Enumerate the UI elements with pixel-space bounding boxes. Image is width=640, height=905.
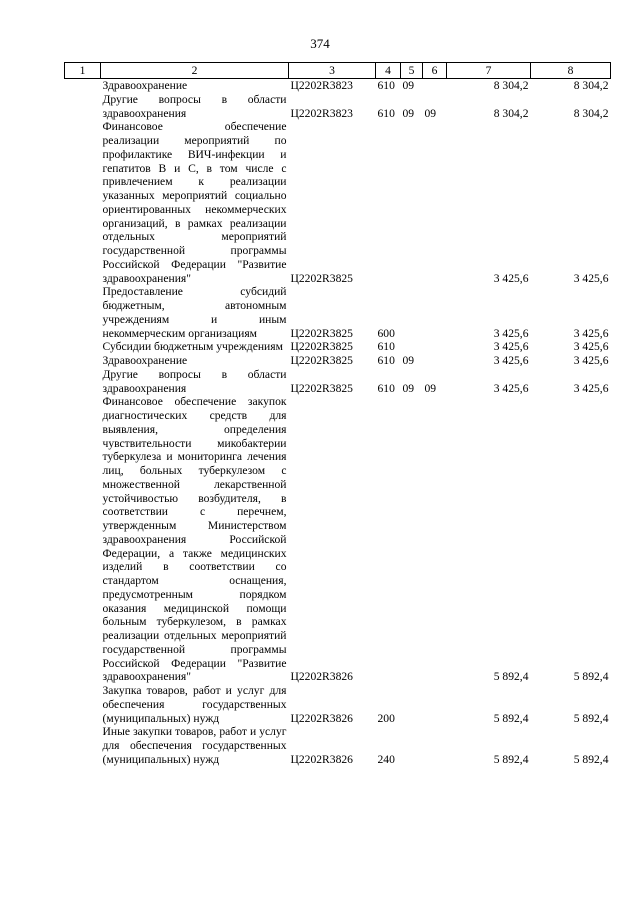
expense-type: 600 [377, 326, 395, 340]
target-code: Ц2202R3825 [290, 271, 353, 285]
subsection-code [423, 725, 447, 766]
expense-type [376, 395, 401, 684]
expense-type: 200 [377, 711, 395, 725]
column-header: 1 [65, 63, 101, 79]
row-name: Другие вопросы в области здравоохранения [102, 367, 287, 395]
target-code: Ц2202R3823 [290, 79, 353, 92]
row-name: Иные закупки товаров, работ и услуг для обеспечения государственных (муниципальных) нужд [102, 725, 287, 766]
row-number-cell [65, 285, 101, 340]
subsection-code [423, 684, 447, 725]
amount-col8: 3 425,6 [573, 271, 609, 285]
expense-type [376, 120, 401, 285]
amount-col7: 5 892,4 [493, 670, 529, 684]
row-name: Здравоохранение [102, 79, 188, 92]
section-code [401, 684, 423, 725]
section-code [401, 285, 423, 340]
section-code [401, 725, 423, 766]
table-row [65, 120, 611, 285]
amount-col8: 3 425,6 [573, 326, 609, 340]
section-code [401, 395, 423, 684]
row-name: Финансовое обеспечение реализации мероприятий по профилактике ВИЧ-инфекции и гепатитов В и С, в том числе с привлечением к реализации указанных мероприятий социально ориентированных некоммерческих организаций, в рамках реализации отдельных мероприятий государственной программы Российской Федерации "Развитие здравоохранения" [102, 120, 287, 285]
target-code: Ц2202R3826 [290, 670, 353, 684]
row-number-cell [65, 368, 101, 396]
column-header: 3 [289, 63, 376, 79]
expense-type: 240 [377, 752, 395, 766]
section-code: 09 [402, 381, 415, 395]
amount-col7: 3 425,6 [493, 381, 529, 395]
section-code [401, 120, 423, 285]
amount-col7: 5 892,4 [493, 711, 529, 725]
subsection-code [423, 354, 447, 368]
amount-col8: 5 892,4 [573, 670, 609, 684]
column-header: 5 [401, 63, 423, 79]
section-code: 09 [402, 106, 415, 120]
table-row [65, 684, 611, 725]
row-number-cell [65, 684, 101, 725]
row-number-cell [65, 120, 101, 285]
amount-col8: 5 892,4 [573, 711, 609, 725]
table-row [65, 725, 611, 766]
subsection-code [423, 120, 447, 285]
table-row [65, 285, 611, 340]
amount-col7: 3 425,6 [493, 326, 529, 340]
table-row [65, 93, 611, 121]
row-number-cell [65, 340, 101, 354]
row-name: Финансовое обеспечение закупок диагностических средств для выявления, определения чувствительности микобактерии туберкулеза и мониторинга лечения лиц, больных туберкулезом с множественной лекарственной устойчивостью возбудителя, в соответствии с перечнем, утвержденным Министерством здравоохранения Российской Федерации, а также медицинских изделий в соответствии со стандартом оснащения, предусмотренным порядком оказания медицинской помощи больным туберкулезом, в рамках реализации отдельных мероприятий государственной программы Российской Федерации "Развитие здравоохранения" [102, 395, 287, 684]
amount-col8: 3 425,6 [573, 340, 609, 354]
target-code: Ц2202R3826 [290, 752, 353, 766]
amount-col7: 3 425,6 [493, 271, 529, 285]
row-name: Субсидии бюджетным учреждениям [102, 340, 283, 354]
amount-col7: 5 892,4 [493, 752, 529, 766]
row-name: Другие вопросы в области здравоохранения [102, 92, 287, 120]
subsection-code: 09 [424, 381, 437, 395]
row-number-cell [65, 93, 101, 121]
row-number-cell [65, 79, 101, 93]
subsection-code [423, 395, 447, 684]
row-number-cell [65, 725, 101, 766]
expense-type: 610 [377, 79, 395, 92]
column-header: 2 [101, 63, 289, 79]
amount-col8: 8 304,2 [573, 106, 609, 120]
row-name: Здравоохранение [102, 354, 188, 367]
subsection-code [423, 79, 447, 93]
expense-type: 610 [377, 340, 395, 354]
row-name: Закупка товаров, работ и услуг для обеспечения государственных (муниципальных) нужд [102, 684, 287, 725]
target-code: Ц2202R3825 [290, 340, 353, 354]
amount-col8: 3 425,6 [573, 354, 609, 367]
column-header: 8 [531, 63, 611, 79]
expense-type: 610 [377, 354, 395, 367]
target-code: Ц2202R3823 [290, 106, 353, 120]
row-number-cell [65, 354, 101, 368]
column-header: 4 [376, 63, 401, 79]
table-row [65, 79, 611, 93]
table-row [65, 395, 611, 684]
amount-col7: 8 304,2 [493, 106, 529, 120]
amount-col7: 3 425,6 [493, 354, 529, 367]
amount-col8: 8 304,2 [573, 79, 609, 92]
amount-col8: 5 892,4 [573, 752, 609, 766]
amount-col7: 3 425,6 [493, 340, 529, 354]
section-code: 09 [402, 79, 415, 92]
subsection-code [423, 340, 447, 354]
expense-type: 610 [377, 106, 395, 120]
subsection-code [423, 285, 447, 340]
target-code: Ц2202R3825 [290, 326, 353, 340]
target-code: Ц2202R3825 [290, 381, 353, 395]
table-row [65, 368, 611, 396]
amount-col8: 3 425,6 [573, 381, 609, 395]
table-header-row [65, 63, 611, 79]
row-number-cell [65, 395, 101, 684]
table-row [65, 354, 611, 368]
section-code: 09 [402, 354, 415, 367]
column-header: 7 [447, 63, 531, 79]
amount-col7: 8 304,2 [493, 79, 529, 92]
section-code [401, 340, 423, 354]
target-code: Ц2202R3825 [290, 354, 353, 367]
table-row [65, 340, 611, 354]
budget-table [64, 62, 611, 767]
subsection-code: 09 [424, 106, 437, 120]
column-header: 6 [423, 63, 447, 79]
page-number: 374 [310, 36, 330, 51]
target-code: Ц2202R3826 [290, 711, 353, 725]
row-name: Предоставление субсидий бюджетным, автономным учреждениям и иным некоммерческим организациям [102, 285, 287, 340]
expense-type: 610 [377, 381, 395, 395]
